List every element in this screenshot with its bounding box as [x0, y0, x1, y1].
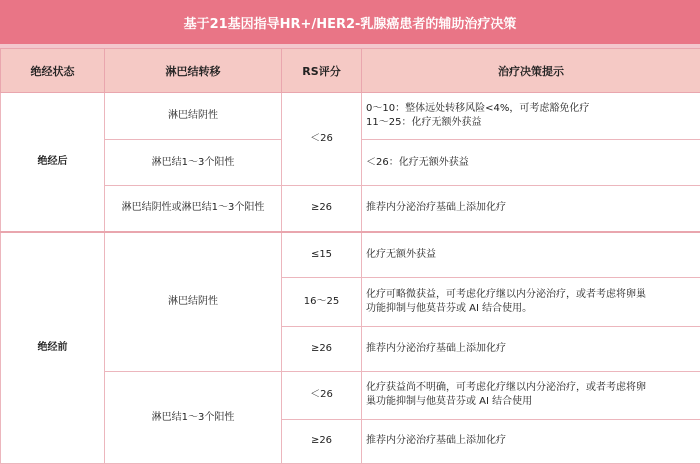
header-node-metastasis: 淋巴结转移 [105, 49, 282, 93]
decision-table [0, 48, 700, 464]
advice-cell [362, 93, 700, 140]
advice-line: 化疗获益尚不明确，可考虑化疗继以内分泌治疗，或者考虑将卵 [366, 382, 646, 394]
node-cell: 淋巴结1～3个阳性 [105, 372, 282, 464]
advice-cell [362, 140, 700, 185]
rs-cell: ≥26 [282, 185, 362, 232]
advice-line: 功能抑制与他莫昔芬或 AI 结合使用。 [366, 303, 533, 315]
table-row [1, 372, 700, 419]
rs-cell: ≥26 [282, 326, 362, 371]
advice-line: 化疗无额外获益 [366, 249, 436, 261]
node-cell: 淋巴结1～3个阳性 [105, 140, 282, 185]
advice-cell [362, 372, 700, 419]
advice-cell [362, 232, 700, 278]
rs-cell: 16～25 [282, 278, 362, 326]
rs-cell: ＜26 [282, 93, 362, 186]
advice-cell [362, 278, 700, 326]
table-title: 基于21基因指导HR+/HER2-乳腺癌患者的辅助治疗决策 [0, 0, 700, 44]
table-row [1, 185, 700, 232]
node-cell: 淋巴结阴性或淋巴结1～3个阳性 [105, 185, 282, 232]
node-cell: 淋巴结阴性 [105, 232, 282, 372]
status-postmenopausal: 绝经后 [1, 93, 105, 233]
advice-cell [362, 185, 700, 232]
advice-line: 0～10：整体远处转移风险<4%，可考虑豁免化疗 [366, 103, 590, 115]
advice-line: 巢功能抑制与他莫昔芬或 AI 结合使用 [366, 396, 533, 408]
status-premenopausal: 绝经前 [1, 232, 105, 463]
table-row [1, 93, 700, 140]
advice-cell [362, 419, 700, 463]
node-cell: 淋巴结阴性 [105, 93, 282, 140]
table-row [1, 232, 700, 278]
header-menopause-status: 绝经状态 [1, 49, 105, 93]
header-treatment-advice: 治疗决策提示 [362, 49, 700, 93]
advice-line: 推荐内分泌治疗基础上添加化疗 [366, 202, 506, 214]
advice-line: 推荐内分泌治疗基础上添加化疗 [366, 343, 506, 355]
rs-cell: ≤15 [282, 232, 362, 278]
rs-cell: ≥26 [282, 419, 362, 463]
advice-line: 化疗可略微获益，可考虑化疗继以内分泌治疗，或者考虑将卵巢 [366, 289, 646, 301]
advice-line: 11～25：化疗无额外获益 [366, 117, 482, 129]
header-rs-score: RS评分 [282, 49, 362, 93]
rs-cell: ＜26 [282, 372, 362, 419]
advice-line: 推荐内分泌治疗基础上添加化疗 [366, 435, 506, 447]
header-row [1, 49, 700, 93]
advice-line: ＜26：化疗无额外获益 [366, 156, 469, 168]
advice-cell [362, 326, 700, 371]
